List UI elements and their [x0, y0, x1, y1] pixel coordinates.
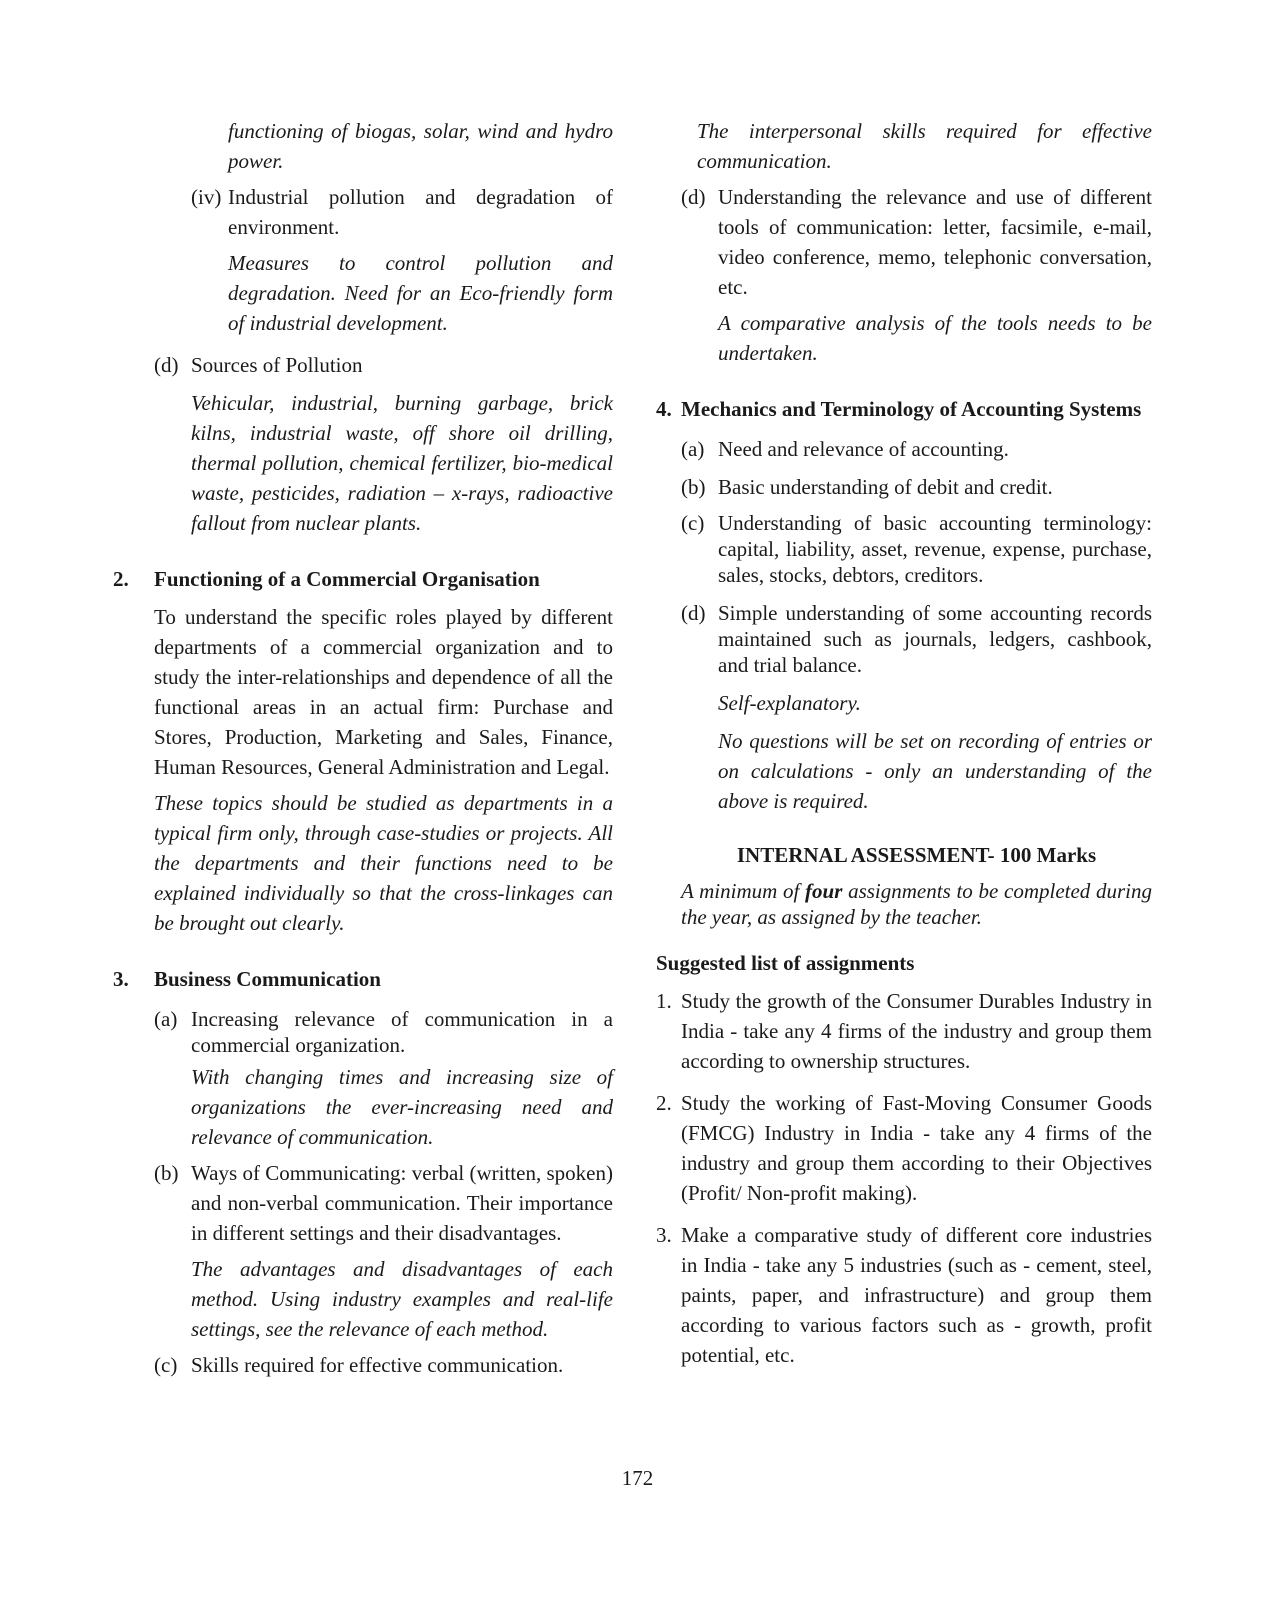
item-number: 2. — [656, 1091, 672, 1115]
item-text: Sources of Pollution — [191, 353, 363, 377]
item-marker: (b) — [681, 475, 706, 499]
item-text: Ways of Communicating: verbal (written, spoken) and non-verbal communication. Their importance in different settings and their disadvantages. — [191, 1161, 613, 1245]
item-text: Study the growth of the Consumer Durables Industry in India - take any 4 firms of the industry and group them according to ownership structures. — [681, 989, 1152, 1073]
item-text: Study the working of Fast-Moving Consumer Goods (FMCG) Industry in India - take any 4 firms of the industry and group them according to their Objectives (Profit/ Non-profit making). — [681, 1091, 1152, 1205]
item-note: Vehicular, industrial, burning garbage, brick kilns, industrial waste, off shore oil drilling, thermal pollution, chemical fertilizer, bio-medical waste, pesticides, radiation – x-rays, radioactive fallout from nuclear plants. — [191, 391, 613, 535]
item-number: 3. — [656, 1223, 672, 1247]
item-note: No questions will be set on recording of entries or on calculations - only an understanding of the above is required. — [718, 729, 1152, 813]
item-text: Understanding the relevance and use of different tools of communication: letter, facsimile, e-mail, video conference, memo, telephonic conversation, etc. — [718, 185, 1152, 299]
item-marker: (d) — [154, 353, 179, 377]
item-text: Simple understanding of some accounting records maintained such as journals, ledgers, cashbook, and trial balance. — [718, 601, 1152, 677]
section-heading-2 — [113, 566, 613, 592]
item-text: Industrial pollution and degradation of environment. — [228, 185, 613, 239]
item-text: Skills required for effective communication. — [191, 1353, 564, 1377]
list-item-d — [113, 350, 613, 380]
item-marker: (d) — [681, 601, 706, 625]
item-marker: (c) — [154, 1353, 178, 1377]
item-note: Measures to control pollution and degradation. Need for an Eco-friendly form of industrial development. — [228, 251, 613, 335]
item-text: Understanding of basic accounting terminology: capital, liability, asset, revenue, expense, purchase, sales, stocks, debtors, creditors. — [718, 511, 1152, 587]
list-item-a — [113, 1006, 613, 1058]
list-item — [656, 986, 1152, 1076]
section-number: 3. — [113, 967, 129, 991]
list-item-c — [656, 510, 1152, 588]
intro-text: A minimum of — [681, 879, 806, 903]
section-body: To understand the specific roles played by different departments of a commercial organization and to study the inter-relationships and dependence of all the functional areas in an actual firm: Purchase and Stores, Production, Marketing and Sales, Finance, Human Resources, General Administration and Legal. — [154, 605, 613, 779]
continued-text: functioning of biogas, solar, wind and hydro power. — [228, 119, 613, 173]
section-number: 2. — [113, 567, 129, 591]
list-item-d2 — [656, 600, 1152, 678]
intro-emphasis: four — [805, 879, 843, 903]
left-column — [113, 116, 613, 1380]
internal-assessment-heading: INTERNAL ASSESSMENT- 100 Marks — [736, 843, 1097, 867]
list-item — [656, 1220, 1152, 1370]
section-number: 4. — [656, 397, 672, 421]
item-marker: (c) — [681, 511, 705, 535]
item-marker: (a) — [681, 437, 705, 461]
item-text: Basic understanding of debit and credit. — [718, 475, 1053, 499]
list-item-c — [113, 1350, 613, 1380]
item-text: Make a comparative study of different core industries in India - take any 5 industries (such as - cement, steel, paints, paper, and infrastructure) and group them according to various factors such as - growth, profit potential, etc. — [681, 1223, 1152, 1367]
list-item-b — [656, 472, 1152, 502]
list-item — [656, 1088, 1152, 1208]
item-number: 1. — [656, 989, 672, 1013]
item-note: The advantages and disadvantages of each method. Using industry examples and real-life settings, see the relevance of each method. — [191, 1257, 613, 1341]
internal-assessment-intro — [656, 878, 1152, 930]
section-heading-3 — [113, 966, 613, 992]
section-title: Mechanics and Terminology of Accounting Systems — [681, 397, 1142, 421]
list-item-iv — [113, 182, 613, 242]
page-number: 172 — [621, 1466, 654, 1490]
item-marker: (a) — [154, 1007, 178, 1031]
intro-text: assignments to be completed during the year, as assigned by the teacher. — [681, 879, 1152, 929]
item-marker: (d) — [681, 185, 706, 209]
section-title: Business Communication — [154, 967, 381, 991]
assignments-heading: Suggested list of assignments — [656, 951, 915, 975]
right-column — [656, 116, 1152, 1370]
item-note: A comparative analysis of the tools needs to be undertaken. — [718, 311, 1152, 365]
section-title: Functioning of a Commercial Organisation — [154, 567, 540, 591]
item-marker: (iv) — [191, 185, 222, 209]
list-item-d — [656, 182, 1152, 302]
list-item-a — [656, 434, 1152, 464]
section-heading-4 — [656, 396, 1152, 422]
item-text: Need and relevance of accounting. — [718, 437, 1009, 461]
item-marker: (b) — [154, 1161, 179, 1185]
item-text: Increasing relevance of communication in a commercial organization. — [191, 1007, 613, 1057]
section-note: These topics should be studied as departments in a typical firm only, through case-studies or projects. All the departments and their functions need to be explained individually so that the cross-linkages can be brought out clearly. — [154, 791, 613, 935]
item-note: Self-explanatory. — [718, 691, 861, 715]
continued-note: The interpersonal skills required for effective communication. — [697, 119, 1152, 173]
list-item-b — [113, 1158, 613, 1248]
item-note: With changing times and increasing size of organizations the ever-increasing need and relevance of communication. — [191, 1065, 613, 1149]
